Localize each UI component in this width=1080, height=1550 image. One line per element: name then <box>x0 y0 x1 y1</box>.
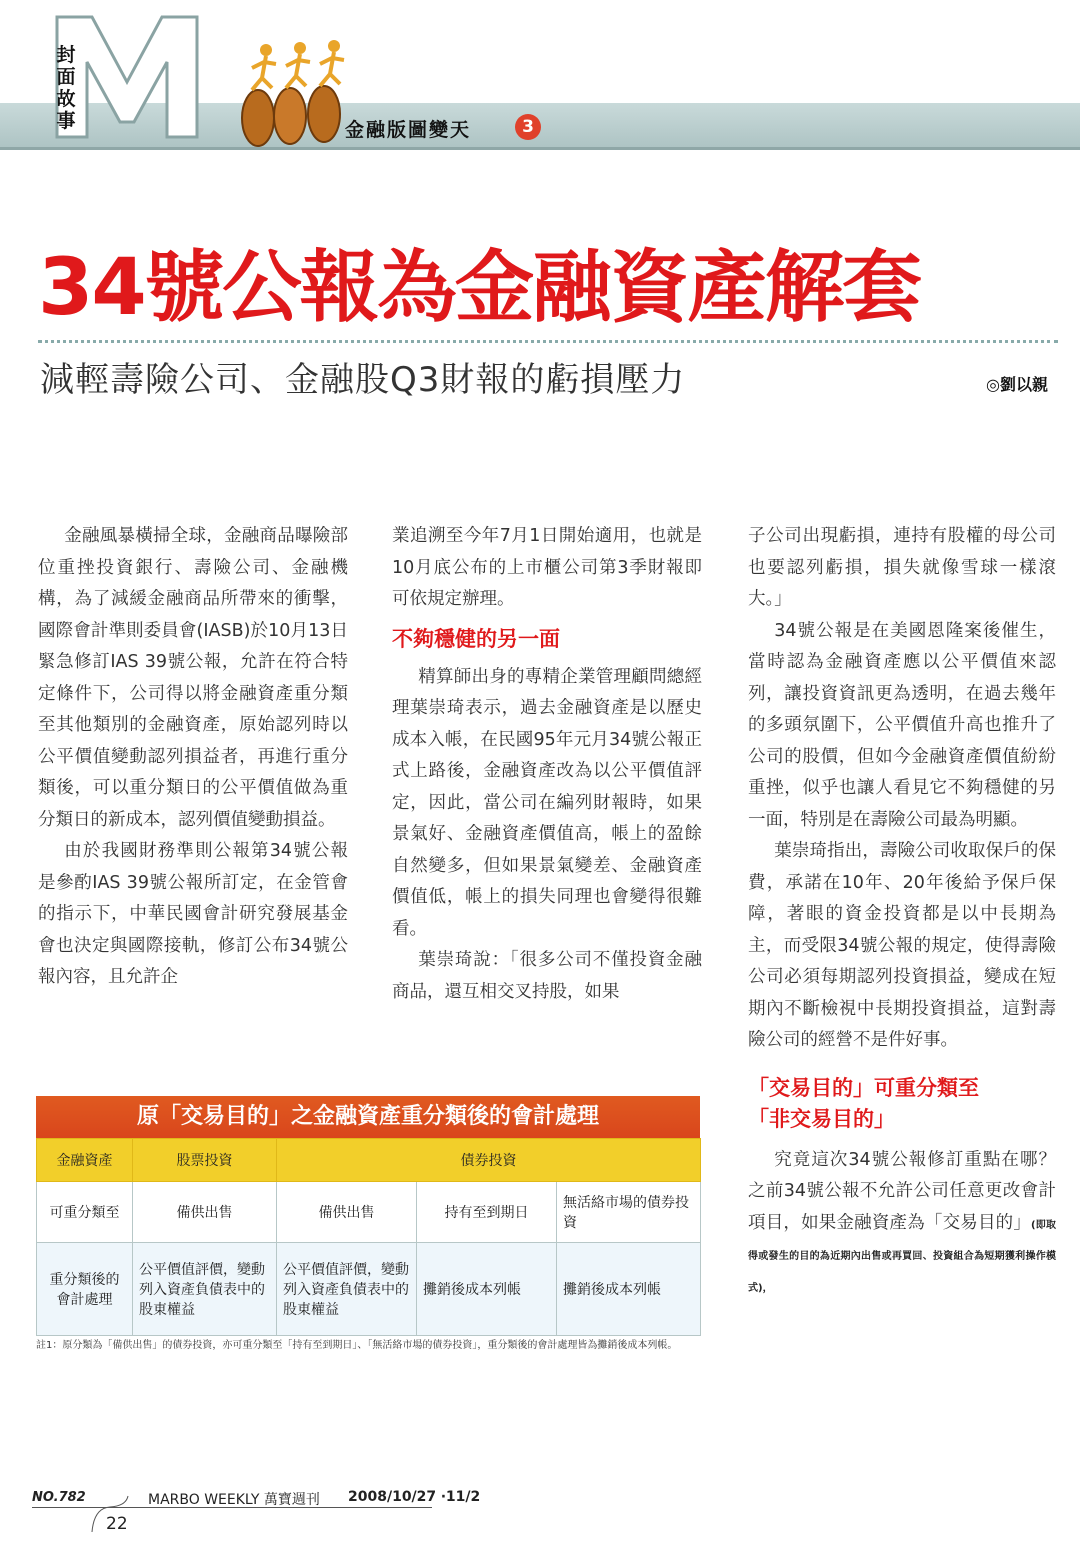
table-cell: 無活絡市場的債券投資 <box>557 1182 701 1243</box>
table-cell: 備供出售 <box>133 1182 277 1243</box>
article-author: ◎劉以親 <box>986 375 1048 394</box>
coin-runners-illustration <box>228 38 363 148</box>
section-heading-line: 「非交易目的」 <box>748 1106 895 1131</box>
reclassification-table <box>36 1096 700 1336</box>
section-heading: 不夠穩健的另一面 <box>392 626 560 651</box>
series-number-badge: 3 <box>515 114 541 140</box>
page-number: 22 <box>106 1514 128 1534</box>
paragraph-text: 究竟這次34號公報修訂重點在哪？之前34號公報不允許公司任意更改會計項目，如果金融資產為「交易目的」 <box>748 1149 1056 1233</box>
issue-date: 2008/10/27 ‧11/2 <box>348 1489 481 1505</box>
paragraph <box>748 1145 1056 1303</box>
table-cell: 持有至到期日 <box>417 1182 557 1243</box>
issue-number: NO.782 <box>32 1490 86 1505</box>
table-header-cell: 債券投資 <box>277 1139 701 1182</box>
table-header-cell: 股票投資 <box>133 1139 277 1182</box>
table-row-label: 可重分類至 <box>37 1182 133 1243</box>
table-header-cell: 金融資產 <box>37 1139 133 1182</box>
table-header-row <box>37 1139 701 1182</box>
table-cell: 公平價值評價，變動列入資產負債表中的股東權益 <box>133 1243 277 1336</box>
paragraph: 葉崇琦指出，壽險公司收取保戶的保費，承諾在10年、20年後給予保戶保障，著眼的資金投資都是以中長期為主，而受限34號公報的規定，使得壽險公司必須每期認列投資損益，變成在短期內不斷檢視中長期投資損益，這對壽險公司的經營不是件好事。 <box>748 841 1056 1050</box>
publication-name: MARBO WEEKLY 萬寶週刊 <box>148 1492 320 1508</box>
paragraph: 34號公報是在美國恩隆案後催生，當時認為金融資產應以公平價值來認列，讓投資資訊更為透明，在過去幾年的多頭氛圍下，公平價值升高也推升了公司的股價，但如今金融資產價值紛紛重挫，似乎也讓人看見它不夠穩健的另一面，特別是在壽險公司最為明顯。 <box>748 620 1056 830</box>
table-cell: 備供出售 <box>277 1182 417 1243</box>
section-label: 封面故事 <box>56 44 76 132</box>
body-column-2 <box>392 521 702 1008</box>
paragraph: 業追溯至今年7月1日開始適用，也就是10月底公布的上市櫃公司第3季財報即可依規定辦理。 <box>392 526 702 609</box>
section-heading-line: 「交易目的」可重分類至 <box>748 1075 979 1100</box>
table-title: 原「交易目的」之金融資產重分類後的會計處理 <box>36 1096 700 1138</box>
paragraph: 由於我國財務準則公報第34號公報是參酌IAS 39號公報所訂定，在金管會的指示下，中華民國會計研究發展基金會也決定與國際接軌，修訂公布34號公報內容，且允許企 <box>38 841 348 987</box>
paragraph: 金融風暴橫掃全球，金融商品曝險部位重挫投資銀行、壽險公司、金融機構，為了減緩金融商品所帶來的衝擊，國際會計準則委員會(IASB)於10月13日緊急修訂IAS 39號公報，允許在符合特定條件下，公司得以將金融資產重分類至其他類別的金融資產，原始認列時以公平價值變動認列損益者，再進行重分類後，可以重分類日的公平價值做為重分類日的新成本，認列價值變動損益。 <box>38 526 348 830</box>
paragraph: 葉崇琦說：「很多公司不僅投資金融商品，還互相交叉持股，如果 <box>392 950 702 1002</box>
table-row <box>37 1182 701 1243</box>
table-grid <box>36 1138 701 1336</box>
table-row-label: 重分類後的會計處理 <box>37 1243 133 1336</box>
body-column-1 <box>38 521 348 994</box>
title-divider <box>38 340 1058 343</box>
paragraph: 精算師出身的專精企業管理顧問總經理葉崇琦表示，過去金融資產是以歷史成本入帳，在民國95年元月34號公報正式上路後，金融資產改為以公平價值評定，因此，當公司在編列財報時，如果景氣好、金融資產價值高，帳上的盈餘自然變多，但如果景氣變差、金融資產價值低，帳上的損失同理也會變得很難看。 <box>392 666 702 939</box>
table-cell: 攤銷後成本列帳 <box>417 1243 557 1336</box>
inline-note: (即取得或發生的目的為近期內出售或再買回、投資組合為短期獲利操作模式)， <box>748 1219 1056 1294</box>
table-cell: 攤銷後成本列帳 <box>557 1243 701 1336</box>
table-footnote: 註1：原分類為「備供出售」的債券投資，亦可重分類至「持有至到期日」、「無活絡市場的債券投資」，重分類後的會計處理皆為攤銷後成本列帳。 <box>36 1340 678 1351</box>
series-title: 金融版圖變天 <box>345 119 472 141</box>
table-row <box>37 1243 701 1336</box>
table-cell: 公平價值評價，變動列入資產負債表中的股東權益 <box>277 1243 417 1336</box>
section-heading <box>748 1073 1056 1135</box>
article-subtitle: 減輕壽險公司、金融股Q3財報的虧損壓力 <box>40 360 686 400</box>
article-title: 34號公報為金融資產解套 <box>38 243 920 333</box>
paragraph: 子公司出現虧損，連持有股權的母公司也要認列虧損，損失就像雪球一樣滾大。」 <box>748 526 1056 609</box>
body-column-3 <box>748 521 1056 1302</box>
